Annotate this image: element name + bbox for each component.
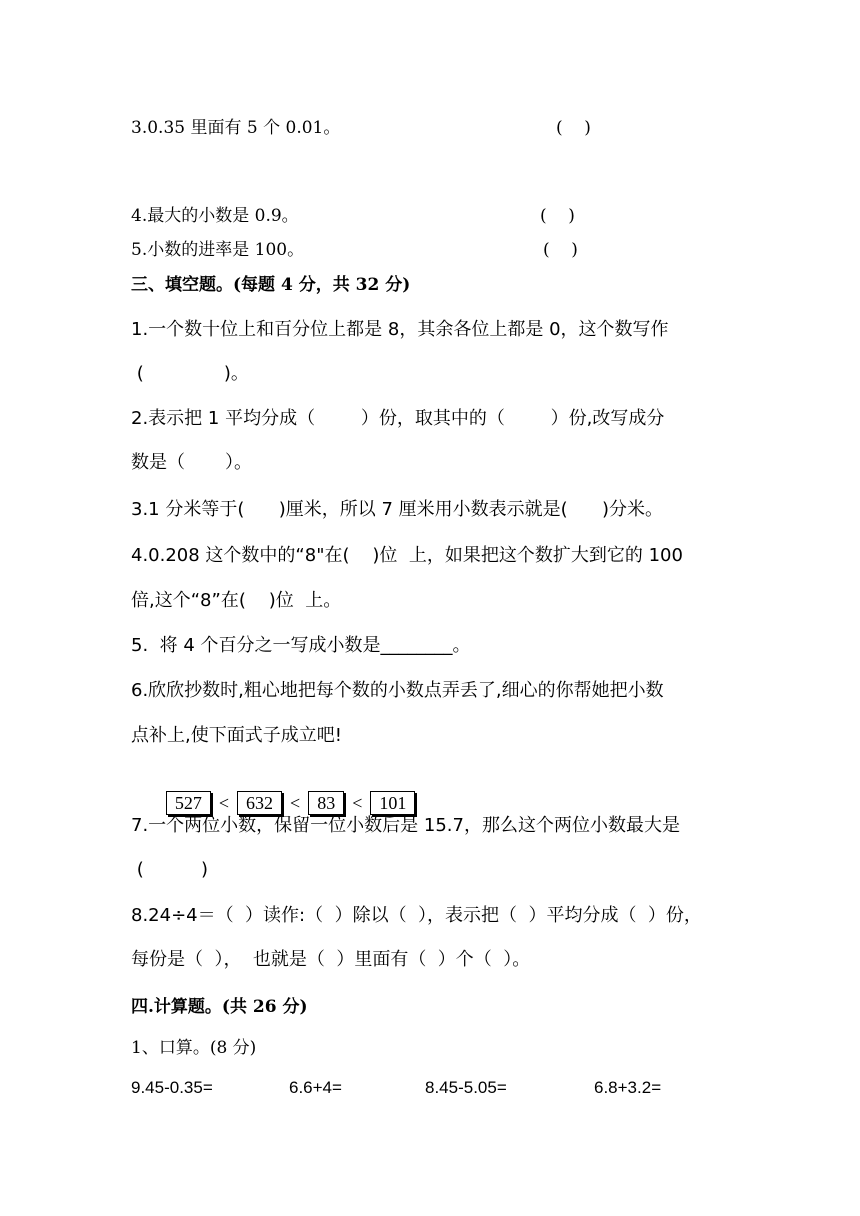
fill-q7-line2: ( ) xyxy=(131,859,208,880)
answer-paren-4[interactable]: ( ) xyxy=(540,206,575,226)
less-than-sign: < xyxy=(290,793,301,813)
fill-q6-line2: 点补上,使下面式子成立吧! xyxy=(131,725,342,746)
fill-q4-line1: 4.0.208 这个数中的“8"在( )位 上，如果把这个数扩大到它的 100 xyxy=(131,545,683,566)
judge-item-5: 5.小数的进率是 100。 xyxy=(131,240,305,260)
less-than-sign: < xyxy=(352,793,363,813)
calc-item: 8.45-5.05= xyxy=(425,1078,507,1097)
calc-item: 9.45-0.35= xyxy=(131,1078,213,1097)
judge-item-3: 3.0.35 里面有 5 个 0.01。 xyxy=(131,118,341,138)
number-box: 632 xyxy=(237,791,282,815)
judge-item-4: 4.最大的小数是 0.9。 xyxy=(131,206,299,226)
calc-item: 6.8+3.2= xyxy=(594,1078,662,1097)
fill-q1-line1: 1.一个数十位上和百分位上都是 8，其余各位上都是 0，这个数写作 xyxy=(131,319,669,340)
fill-q8-line2: 每份是（ ）， 也就是（ ）里面有（ ）个（ ）。 xyxy=(131,949,531,970)
fill-q6-line1: 6.欣欣抄数时,粗心地把每个数的小数点弄丢了,细心的你帮她把小数 xyxy=(131,680,664,701)
fill-q7-line1: 7.一个两位小数，保留一位小数后是 15.7，那么这个两位小数最大是 xyxy=(131,815,680,836)
number-box: 527 xyxy=(166,791,211,815)
section-heading-calc: 四.计算题。(共 26 分) xyxy=(131,997,308,1017)
fill-q8-line1: 8.24÷4＝（ ）读作:（ ）除以（ ），表示把（ ）平均分成（ ）份， xyxy=(131,905,702,926)
answer-paren-5[interactable]: ( ) xyxy=(543,240,578,260)
fill-q1-line2: ( )。 xyxy=(131,363,249,384)
fill-q2-line2: 数是（ ）。 xyxy=(131,452,253,473)
answer-paren-3[interactable]: ( ) xyxy=(556,118,591,138)
fill-q4-line2: 倍,这个“8”在( )位 上。 xyxy=(131,590,342,611)
section-heading-fill: 三、填空题。(每题 4 分，共 32 分) xyxy=(131,275,411,295)
calc-item: 6.6+4= xyxy=(289,1078,342,1097)
fill-q5: 5. 将 4 个百分之一写成小数是________。 xyxy=(131,635,471,656)
less-than-sign: < xyxy=(218,793,230,813)
fill-q3: 3.1 分米等于( )厘米，所以 7 厘米用小数表示就是( )分米。 xyxy=(131,499,663,520)
number-box: 101 xyxy=(370,791,415,815)
calc-sub-heading: 1、口算。(8 分) xyxy=(131,1038,257,1058)
number-box: 83 xyxy=(308,791,344,815)
fill-q2-line1: 2.表示把 1 平均分成（ ）份，取其中的（ ）份,改写成分 xyxy=(131,408,665,429)
